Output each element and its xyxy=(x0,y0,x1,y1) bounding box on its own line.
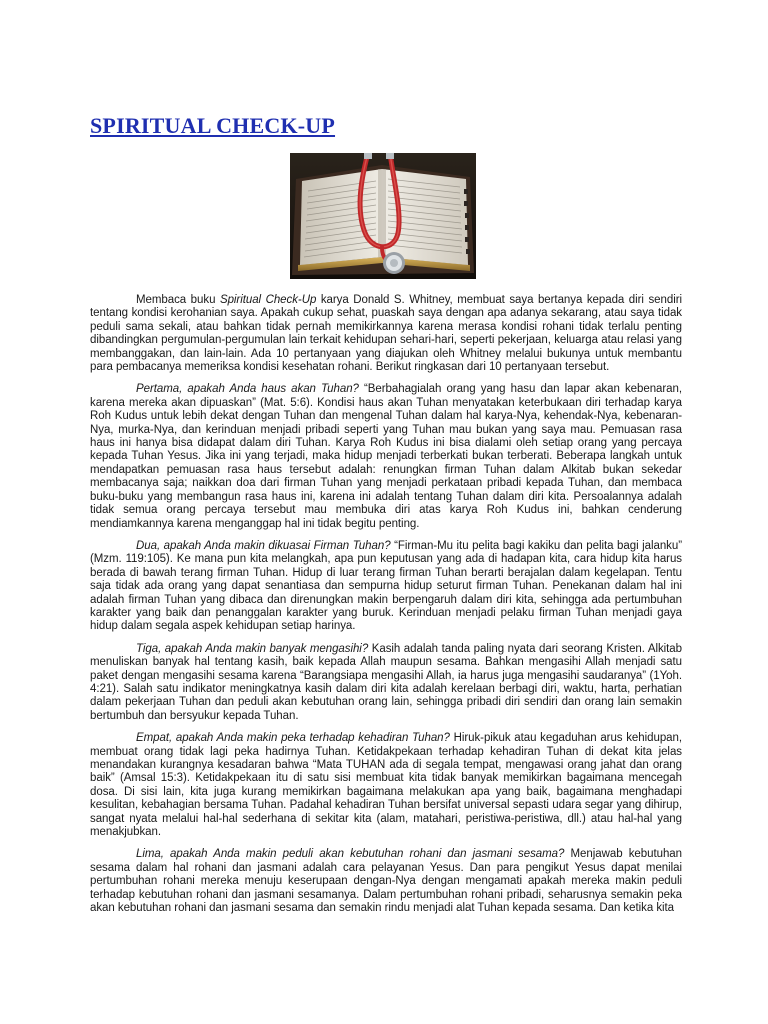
paragraph-text: Membaca buku xyxy=(136,294,220,306)
paragraph-text: Kasih adalah tanda paling nyata dari seorang Kristen. Alkitab menuliskan banyak hal tentang kasih, baik kepada Allah maupun sesama. Bahkan mengasihi Allah menjadi satu paket dengan mengasihi sesama karena “Barangsiapa mengasihi Allah, ia harus juga mengasihi saudaranya” (1Yoh. 4:21). Salah satu indikator meningkatnya kasih dalam diri kita adalah kerelaan berbagi diri, waktu, harta, perhatian dalam pekerjaan Tuhan dan peduli akan kebutuhan orang lain, sehingga pribadi diri sendiri dan orang lain semakin bertumbuh dan bersyukur kepada Tuhan. xyxy=(90,642,683,722)
paragraph-pertama xyxy=(90,383,682,530)
italic-lead-text: Spiritual Check-Up xyxy=(219,294,317,306)
paragraph-text: “Firman-Mu itu pelita bagi kakiku dan pelita bagi jalanku” (Mzm. 119:105). Ke mana pun kita melangkah, apa pun keputusan yang ada di hadapan kita, cara hidup kita harus berada di bawah terang firman Tuhan. Hidup di luar terang firman Tuhan berarti berajalan dalam kegelapan. Tentu saja tidak ada orang yang dapat senantiasa dan sempurna hidup seturut firman Tuhan. Penekanan dalam hal ini adalah firman Tuhan yang dibaca dan direnungkan makin berpengaruh dalam diri kita, sehingga ada pertumbuhan karakter yang baik dan penanggalan karakter yang buruk. Kerinduan menjadi pelaku firman Tuhan menjadi gaya hidup dalam segala aspek kehidupan setiap harinya. xyxy=(90,539,682,633)
italic-lead-text: Empat, apakah Anda makin peka terhadap kehadiran Tuhan? xyxy=(136,732,450,745)
paragraph-lima xyxy=(90,848,682,915)
bible-with-stethoscope-image xyxy=(290,153,476,279)
paragraph-dua xyxy=(90,540,682,634)
italic-lead-text: Pertama, apakah Anda haus akan Tuhan? xyxy=(136,383,359,396)
paragraph-tiga xyxy=(90,643,682,723)
italic-lead-text: Dua, apakah Anda makin dikuasai Firman Tuhan? xyxy=(136,539,391,552)
italic-lead-text: Lima, apakah Anda makin peduli akan kebutuhan rohani dan jasmani sesama? xyxy=(136,848,565,861)
paragraph-text: Hiruk-pikuk atau kegaduhan arus kehidupan, membuat orang tidak lagi peka hadirnya Tuhan. Ketidakpekaan terhadap kehadiran Tuhan di dekat kita jelas menandakan kurangnya kesadaran bahwa “Mata TUHAN ada di segala tempat, mengawasi orang jahat dan orang baik” (Amsal 15:3). Ketidakpekaan itu di satu sisi membuat kita tidak banyak memikirkan bagaimana mencegah dosa. Di sisi lain, kita juga kurang memikirkan bagaimana melakukan apa yang baik, bagaimana menghadapi kesulitan, kebahagian bersama Tuhan. Padahal kehadiran Tuhan bersifat universal sepasti udara segar yang dihirup, sangat nyata melalui hal-hal sederhana di sekitar kita (alam, matahari, peristiwa-peristiwa, dll.) atau hal-hal yang menakjubkan. xyxy=(90,732,682,839)
paragraph-intro xyxy=(90,294,682,374)
page-title: SPIRITUAL CHECK-UP xyxy=(90,113,336,138)
article-body xyxy=(90,294,682,924)
paragraph-text: “Berbahagialah orang yang hasu dan lapar akan kebenaran, karena mereka akan dipuaskan” (Mat. 5:6). Kondisi haus akan Tuhan menyatakan keterbukaan diri terhadap karya Roh Kudus untuk lebih dekat dengan Tuhan dan mengenal Tuhan dalam hal karya-Nya, kehendak-Nya, kebenaran-Nya, murka-Nya, dan kerinduan menjadi pribadi seperti yang Tuhan mau bukan yang saya mau. Pemuasan rasa haus ini hanya bisa didapat dalam diri Tuhan. Karya Roh Kudus ini bisa dialami oleh setiap orang yang percaya kepada Tuhan Yesus. Jika ini yang terjadi, maka hidup menjadi terberkati bukan terberati. Beberapa langkah untuk mendapatkan pemuasan rasa haus tersebut adalah: renungkan firman Tuhan dalam Alkitab bukan sekedar membacanya saja; naikkan doa dari firman Tuhan yang menjadi perkataan pribadi kepada Tuhan, dan membaca buku-buku yang membangun rasa haus ini, karena ini adalah tentang Tuhan dalam diri kita. Persoalannya adalah tidak semua orang percaya tersebut mau membuka diri atas karya Roh Kudus ini, bahkan cenderung mendiamkannya karena menganggap hal ini tidak begitu penting. xyxy=(90,383,682,530)
paragraph-text: Menjawab kebutuhan sesama dalam hal rohani dan jasmani adalah cara pelayanan Yesus. Dan para pengikut Yesus dapat menilai pertumbuhan rohani mereka menuju keserupaan dengan-Nya dengan mengamati apakah mereka makin peduli terhadap kebutuhan rohani dan jasmani sesamanya. Dalam pertumbuhan rohani pribadi, seharusnya semakin peka akan kebutuhan rohani dan jasmani sesama dan semakin rindu menjadi alat Tuhan kepada sesama. Dan ketika kita xyxy=(90,848,682,915)
bible-stethoscope-illustration xyxy=(290,153,476,279)
paragraph-empat xyxy=(90,732,682,839)
paragraph-text: karya Donald S. Whitney, membuat saya bertanya kepada diri sendiri tentang kondisi kerohanian saya. Apakah cukup sehat, puaskah saya dengan apa adanya sekarang, atau saya tidak peduli sama sekali, atau bahkan tidak pernah memikirkannya karena merasa kondisi rohani tidak terlalu penting dibandingkan pergumulan-pergumulan lain terkait kehidupan sehari-hari, seperti pekerjaan, keluarga atau relasi yang membanggakan, dan lain-lain. Ada 10 pertanyaan yang diajukan oleh Whitney melalui bukunya untuk membantu para pembacanya memeriksa kondisi kesehatan rohani. Berikut ringkasan dari 10 pertanyaan tersebut. xyxy=(90,294,682,374)
italic-lead-text: Tiga, apakah Anda makin banyak mengasihi? xyxy=(136,642,369,655)
